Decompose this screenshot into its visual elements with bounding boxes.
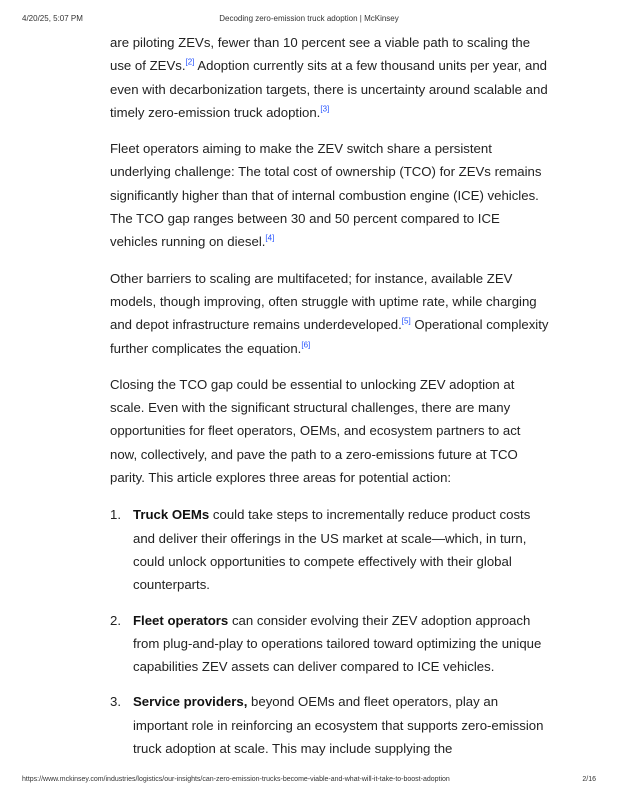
paragraph-3-text: Other barriers to scaling are multifaceted; for instance, available ZEV models, though improving, often struggle with uptime rate, while charging and depot infrastructure remains underdeveloped. [110,270,537,333]
list-item-text: could take steps to incrementally reduce product costs and deliver their offerings in the US market at scale—which, in turn, could unlock opportunities to compete effectively with their global counterparts. [133,507,531,593]
list-item-heading: Service providers, [133,694,248,710]
paragraph-2 [110,137,550,253]
paragraph-1 [110,31,550,124]
list-item-number: 2. [110,612,121,628]
reference-link-5[interactable]: [5] [401,316,411,326]
reference-link-4[interactable]: [4] [265,233,275,243]
page-url: https://www.mckinsey.com/industries/logistics/our-insights/can-zero-emission-trucks-become-viable-and-what-will-it-take-to-boost-adoption [22,776,450,783]
print-footer [22,776,596,788]
paragraph-1-text-2: Adoption currently sits at a few thousand units per year, and even with decarbonization targets, there is uncertainty around scalable and timely zero-emission truck adoption. [110,58,548,120]
paragraph-4-text: Closing the TCO gap could be essential to unlocking ZEV adoption at scale. Even with the significant structural challenges, there are many opportunities for fleet operators, OEMs, and ecosystem partners to act now, collectively, and pave the path to a zero-emissions future at TCO parity. This article explores three areas for potential action: [110,376,521,486]
article-body [110,31,550,772]
print-date: 4/20/25, 5:07 PM [22,14,83,23]
paragraph-3-text-2: Operational complexity further complicates the equation. [110,317,549,356]
paragraph-2-text: Fleet operators aiming to make the ZEV switch share a persistent underlying challenge: The total cost of ownership (TCO) for ZEVs remains significantly higher than that of internal combustion engine (ICE) vehicles. The TCO gap ranges between 30 and 50 percent compared to ICE vehicles running on diesel. [110,141,542,250]
list-item-text: can consider evolving their ZEV adoption approach from plug-and-play to operations tailored toward optimizing the unique capabilities ZEV assets can deliver compared to ICE vehicles. [133,612,542,675]
list-item-heading: Fleet operators [133,612,229,628]
list-item [110,690,550,760]
list-item-text: beyond OEMs and fleet operators, play an important role in reinforcing an ecosystem that supports zero-emission truck adoption at scale. This may include supplying the [133,694,544,757]
list-item [110,609,550,679]
paragraph-1-text: are piloting ZEVs, fewer than 10 percent see a viable path to scaling the use of ZEVs. [110,35,531,74]
reference-link-2[interactable]: [2] [185,57,195,67]
print-header [22,14,596,26]
page-number: 2/16 [582,776,596,783]
list-item [110,503,550,596]
reference-link-6[interactable]: [6] [301,340,311,350]
action-list [110,503,550,760]
reference-link-3[interactable]: [3] [320,104,330,114]
list-item-number: 3. [110,694,121,710]
paragraph-4 [110,373,550,489]
list-item-number: 1. [110,507,121,523]
document-title: Decoding zero-emission truck adoption | McKinsey [219,14,399,23]
paragraph-3 [110,267,550,360]
list-item-heading: Truck OEMs [133,507,210,523]
